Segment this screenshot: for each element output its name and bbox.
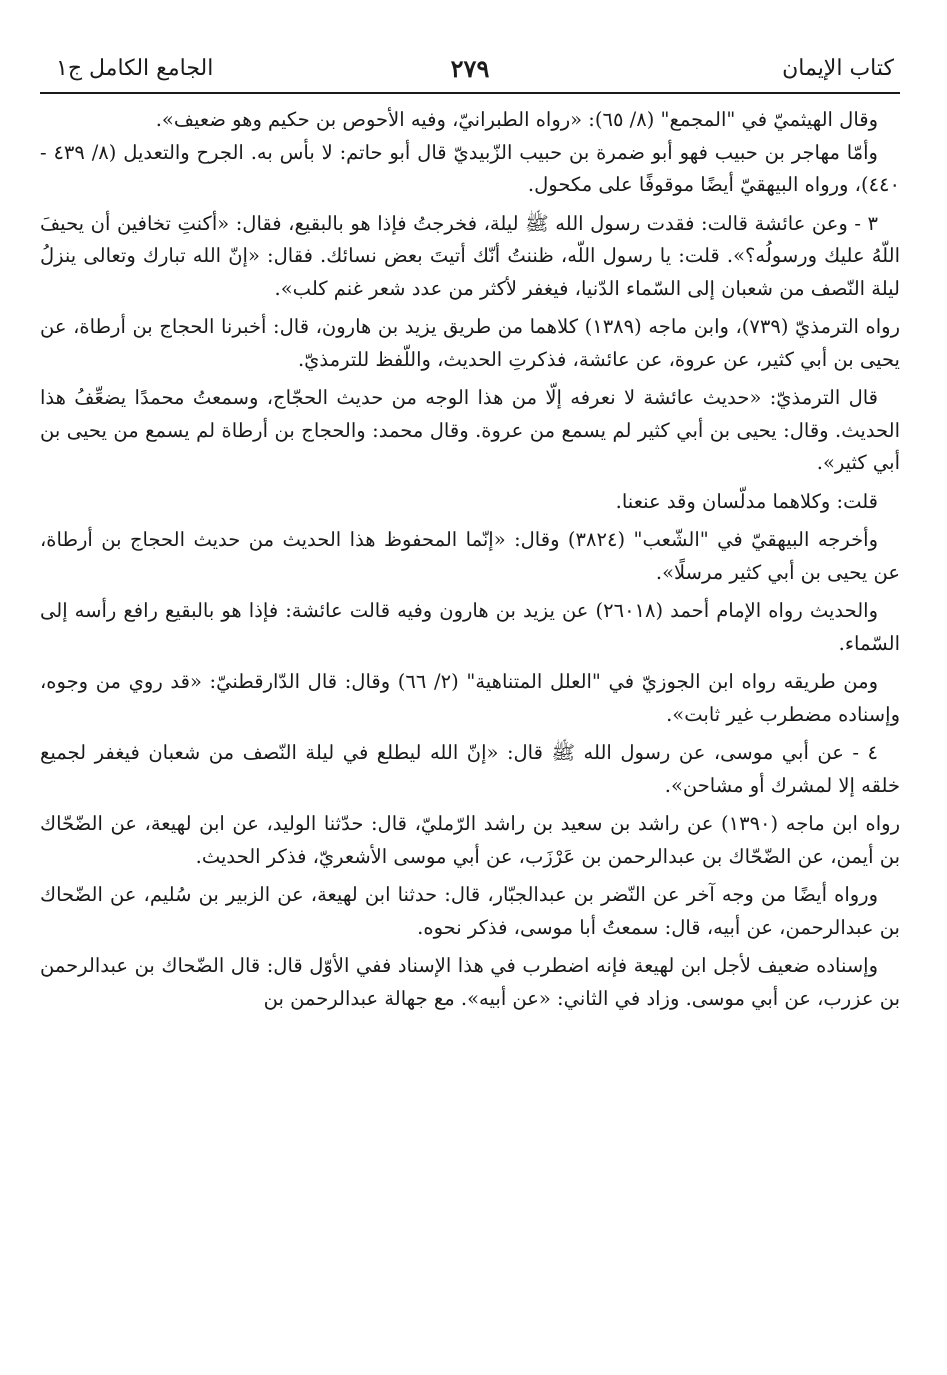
- paragraph: ورواه أيضًا من وجه آخر عن النّضر بن عبدالجبّار، قال: حدثنا ابن لهيعة، عن الزبير بن سُليم، عن الضّحاك بن عبدالرحمن، عن أبيه، قال: سمعتُ أبا موسى، فذكر نحوه.: [40, 883, 900, 939]
- paragraph: قال الترمذيّ: «حديث عائشة لا نعرفه إلّا من هذا الوجه من حديث الحجّاج، وسمعتُ محمدًا يضعِّفُ هذا الحديث. وقال: يحيى بن أبي كثير لم يسمع من عروة. وقال محمد: والحجاج بن أرطاة لم يسمع من يحيى بن أبي كثير».: [40, 386, 900, 474]
- paragraph: والحديث رواه الإمام أحمد (٢٦٠١٨) عن يزيد بن هارون وفيه قالت عائشة: فإذا هو بالبقيع رافع رأسه إلى السّماء.: [40, 599, 900, 655]
- book-title: الجامع الكامل ج١: [56, 56, 214, 81]
- page-header: [40, 48, 900, 94]
- paragraph: رواه ابن ماجه (١٣٩٠) عن راشد بن سعيد بن راشد الرّمليّ، قال: حدّثنا الوليد، عن ابن لهيعة، عن الضّحّاك بن أيمن، عن الضّحّاك بن عبدالرحمن بن عَرْزَب، عن أبي موسى الأشعريّ، فذكر الحديث.: [40, 812, 900, 868]
- paragraph: قلت: وكلاهما مدلّسان وقد عنعنا.: [615, 489, 878, 513]
- paragraph: ومن طريقه رواه ابن الجوزيّ في "العلل المتناهية" (٢/ ٦٦) وقال: قال الدّارقطنيّ: «قد روي من وجوه، وإسناده مضطرب غير ثابت».: [40, 670, 900, 726]
- document-page: [40, 48, 900, 1015]
- paragraph: وإسناده ضعيف لأجل ابن لهيعة فإنه اضطرب في هذا الإسناد ففي الأوّل قال: قال الضّحاك بن عبدالرحمن بن عزرب، عن أبي موسى. وزاد في الثاني: «عن أبيه». مع جهالة عبدالرحمن بن: [40, 954, 900, 1010]
- paragraph: وقال الهيثميّ في "المجمع" (٨/ ٦٥): «رواه الطبرانيّ، وفيه الأحوص بن حكيم وهو ضعيف».: [155, 108, 878, 131]
- paragraph: وأمّا مهاجر بن حبيب فهو أبو ضمرة بن حبيب الزّبيديّ قال أبو حاتم: لا بأس به. الجرح والتعديل (٨/ ٤٣٩ - ٤٤٠)، ورواه البيهقيّ أيضًا موقوفًا على مكحول.: [40, 140, 900, 196]
- book-section-title: كتاب الإيمان: [782, 56, 894, 81]
- paragraph: وأخرجه البيهقيّ في "الشّعب" (٣٨٢٤) وقال: «إنّما المحفوظ هذا الحديث من حديث الحجاج بن أرطاة، عن يحيى بن أبي كثير مرسلًا».: [40, 528, 900, 584]
- page-body: [40, 104, 900, 1015]
- page-number: ٢٧٩: [450, 54, 490, 83]
- paragraph: رواه الترمذيّ (٧٣٩)، وابن ماجه (١٣٨٩) كلاهما من طريق يزيد بن هارون، قال: أخبرنا الحجاج بن أرطاة، عن يحيى بن أبي كثير، عن عروة، عن عائشة، فذكرتِ الحديث، واللّفظ للترمذيّ.: [40, 315, 901, 371]
- paragraph: ٤ - عن أبي موسى، عن رسول الله ﷺ قال: «إنّ الله ليطلع في ليلة النّصف من شعبان فيغفر لجميع خلقه إلا لمشرك أو مشاحن».: [40, 741, 900, 797]
- paragraph: ٣ - وعن عائشة قالت: فقدت رسول الله ﷺ ليلة، فخرجتُ فإذا هو بالبقيع، فقال: «أكنتِ تخافين أن يحيفَ اللّهُ عليك ورسولُه؟». قلت: يا رسول اللّه، ظننتُ أنّك أتيتَ بعض نسائك. فقال: «إنّ الله تبارك وتعالى ينزلُ ليلة النّصف من شعبان إلى السّماء الدّنيا، فيغفر لأكثر من عدد شعر غنم كلب».: [40, 211, 900, 300]
